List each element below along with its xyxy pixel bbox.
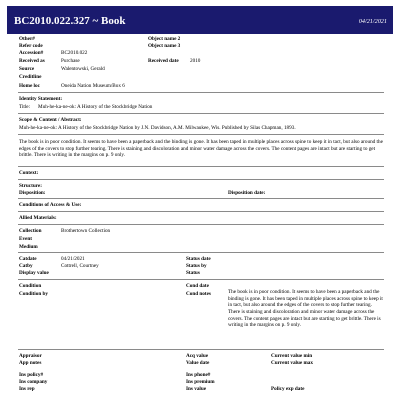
- appraisor-label: Appraisor: [19, 353, 42, 359]
- catdate-value: 04/21/2021: [61, 256, 85, 262]
- policy-exp-date-label: Policy exp date: [271, 386, 305, 392]
- condition-by-label: Condition by: [19, 291, 48, 297]
- event-label: Event: [19, 236, 32, 242]
- home-location-label: Home loc: [19, 83, 40, 89]
- scope-heading: Scope & Content / Abstract:: [19, 117, 82, 123]
- divider: [18, 166, 384, 167]
- condition-label: Condition: [19, 283, 42, 289]
- disposition-label: Disposition:: [19, 190, 46, 196]
- ins-policy-label: Ins policy#: [19, 372, 44, 378]
- object-name-2-label: Object name 2: [148, 36, 181, 42]
- collection-label: Collection: [19, 228, 42, 234]
- divider: [18, 198, 384, 199]
- divider: [18, 349, 384, 350]
- received-date-value: 2010: [190, 58, 201, 64]
- status-by-label: Status by: [186, 263, 207, 269]
- divider: [18, 224, 384, 225]
- description-text: The book is in poor condition. It seems to have been a paperback and the binding is gone. It has been taped in multiple places across spine to keep it in tact, but also around the edges of the covers to stop further tearing. There is staining and discoloration and minor water damage across the covers. The content pages are intact but are starting to get brittle. There is writing in the margins on p. 9 only.: [19, 139, 383, 159]
- status-date-label: Status date: [186, 256, 211, 262]
- accession-label: Accession#: [19, 50, 44, 56]
- received-date-label: Received date: [148, 58, 179, 64]
- home-location-value: Oneida Nation Museum/Box 6: [61, 83, 125, 89]
- ins-premium-label: Ins premium: [186, 379, 215, 385]
- catby-value: Cottrell, Courtney: [61, 263, 99, 269]
- ins-value-label: Ins value: [186, 386, 207, 392]
- divider: [18, 211, 384, 212]
- ins-rep-label: Ins rep: [19, 386, 35, 392]
- collection-value: Brothertown Collection: [61, 228, 111, 234]
- status-label: Status: [186, 270, 200, 276]
- context-label: Context:: [19, 170, 39, 176]
- divider: [18, 279, 384, 280]
- divider: [18, 134, 384, 135]
- cond-notes-label: Cond notes: [186, 291, 211, 297]
- acq-value-label: Acq value: [186, 353, 209, 359]
- source-value: Walentowski, Gerald: [61, 66, 105, 72]
- identity-heading: Identity Statement:: [19, 96, 63, 102]
- disposition-date-label: Disposition date:: [228, 190, 266, 196]
- divider: [18, 113, 384, 114]
- value-date-label: Value date: [186, 360, 210, 366]
- conditions-of-access-label: Conditions of Access & Use:: [19, 202, 82, 208]
- object-name-3-label: Object name 3: [148, 43, 181, 49]
- record-title: BC2010.022.327 ~ Book: [14, 15, 126, 27]
- ins-phone-label: Ins phone#: [186, 372, 211, 378]
- divider: [18, 252, 384, 253]
- current-value-min-label: Current value min: [271, 353, 313, 359]
- allied-materials-label: Allied Materials:: [19, 215, 57, 221]
- report-header: [7, 6, 393, 34]
- received-as-value: Purchase: [61, 58, 80, 64]
- identity-title-label: Title:: [19, 104, 31, 110]
- current-value-max-label: Current value max: [271, 360, 313, 366]
- identity-title-value: Muh-he-ka-ne-ok: A History of the Stockbridge Nation: [38, 104, 153, 110]
- structure-label: Structure:: [19, 183, 42, 189]
- scope-text: Muh-he-ka-ne-ok: A History of the Stockbridge Nation by J.N. Davidson, A.M. Milwaukee, Wis. Published by Silas Chapman, 1893.: [19, 125, 296, 131]
- cond-notes-value: The book is in poor condition. It seems to have been a paperback and the binding is gone. It has been taped in multiple places across spine to keep it in tact, but also around the edges of the covers to stop further tearing. There is staining and discoloration and minor water damage across the covers. The content pages are intact but are starting to get brittle. There is writing in the margins on p. 9 only.: [228, 289, 383, 329]
- app-notes-label: App notes: [19, 360, 42, 366]
- medium-label: Medium: [19, 244, 38, 250]
- divider: [18, 179, 384, 180]
- cond-date-label: Cond date: [186, 283, 209, 289]
- catdate-label: Catdate: [19, 256, 37, 262]
- accession-value: BC2010.022: [61, 50, 88, 56]
- credit-line-label: Creditline: [19, 74, 42, 80]
- refer-code-label: Refer code: [19, 43, 43, 49]
- divider: [18, 92, 384, 93]
- source-label: Source: [19, 66, 35, 72]
- catby-label: Catby: [19, 263, 33, 269]
- other-number-label: Other#: [19, 36, 35, 42]
- report-date: 04/21/2021: [358, 18, 387, 25]
- received-as-label: Received as: [19, 58, 45, 64]
- display-value-label: Display value: [19, 270, 49, 276]
- ins-company-label: Ins company: [19, 379, 48, 385]
